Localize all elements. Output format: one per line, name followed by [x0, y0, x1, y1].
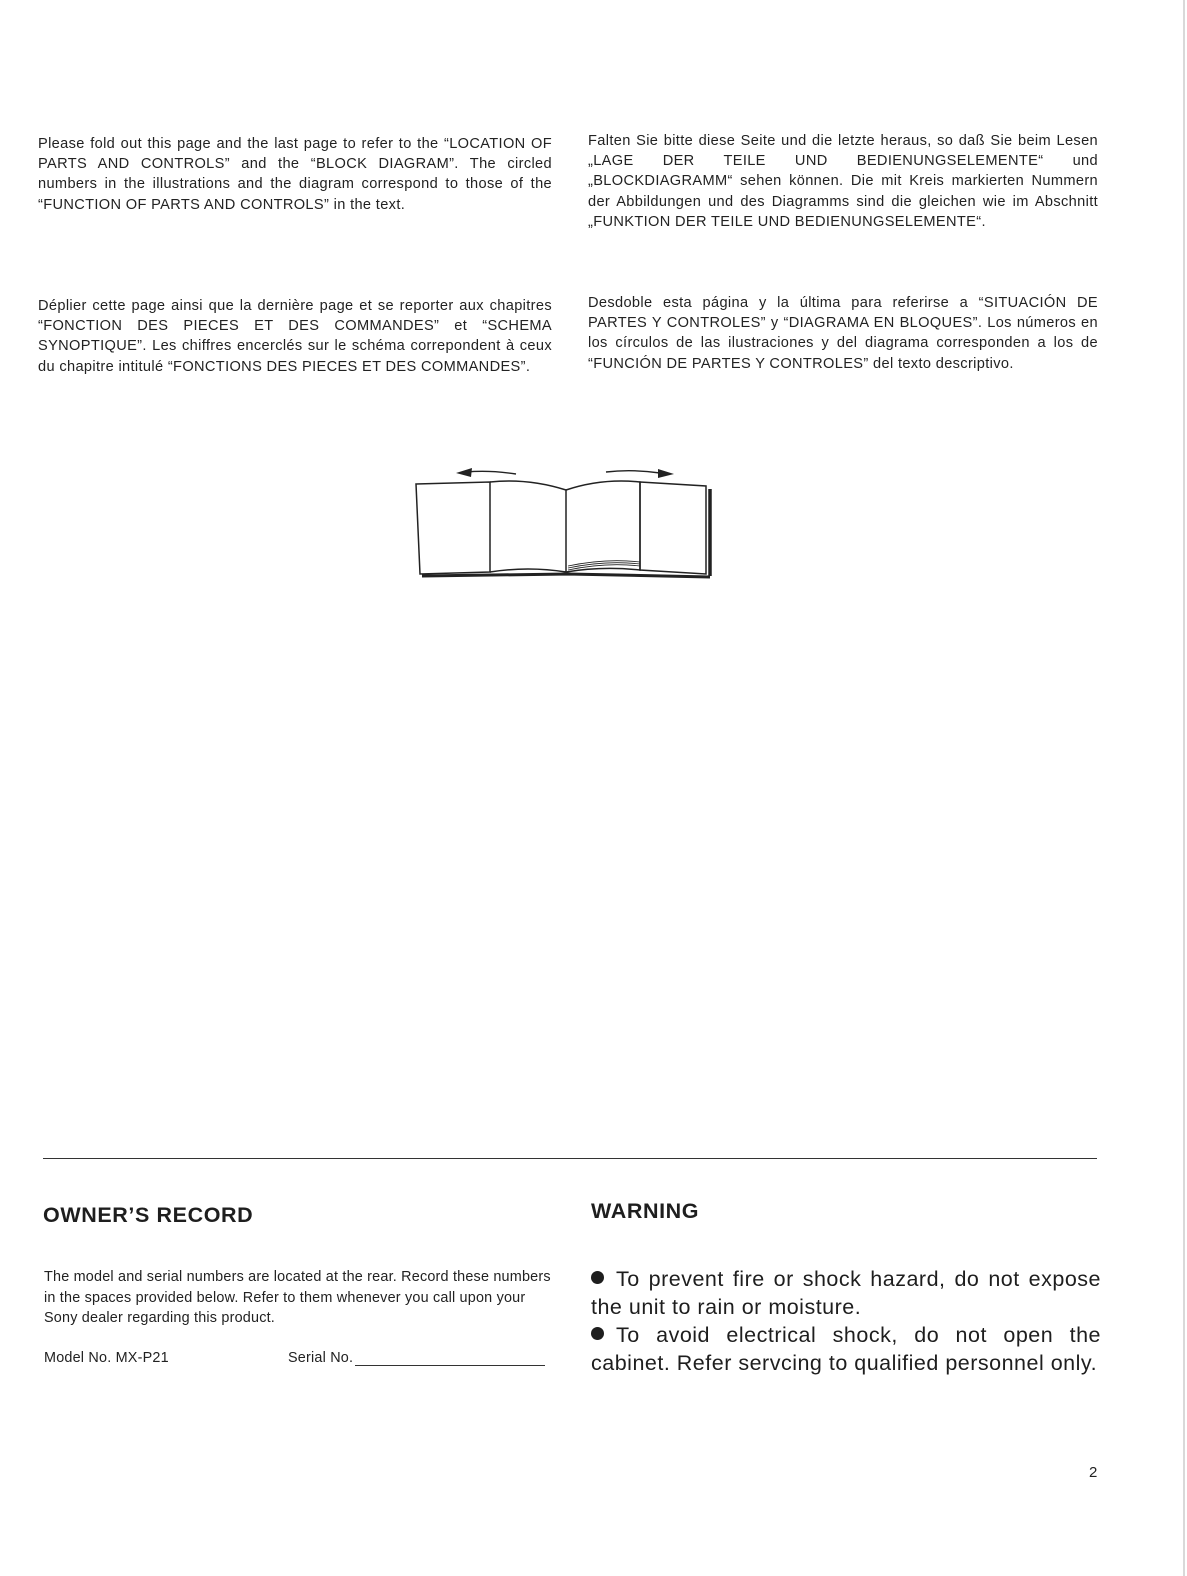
model-number-field	[44, 1350, 169, 1366]
instructions-spanish: Desdoble esta página y la última para referirse a “SITUACIÓN DE PARTES Y CONTROLES” y “DIAGRAMA EN BLOQUES”. Los números en los círculos de las ilustraciones y del diagrama corresponden a los de “FUNCIÓN DE PARTES Y CONTROLES” del texto descriptivo.	[588, 295, 1098, 372]
serial-number-field	[288, 1350, 545, 1366]
owners-record-text: The model and serial numbers are located at the rear. Record these numbers in the spaces provided below. Refer to them whenever you call upon your Sony dealer regarding this product.	[44, 1269, 551, 1326]
instructions-french: Déplier cette page ainsi que la dernière page et se reporter aux chapitres “FONCTION DES PIECES ET DES COMMANDES” et “SCHEMA SYNOPTIQUE”. Les chiffres encerclés sur le schéma correpondent à ceux du chapitre intitulé “FONCTIONS DES PIECES ET DES COMMANDES”.	[38, 298, 552, 375]
warning-item-fire	[591, 1265, 1101, 1321]
owners-record-heading: OWNER’S RECORD	[43, 1203, 254, 1227]
instructions-english: Please fold out this page and the last page to refer to the “LOCATION OF PARTS AND CONTROLS” and the “BLOCK DIAGRAM”. The circled numbers in the illustrations and the diagram correspond to those of the “FUNCTION OF PARTS AND CONTROLS” in the text.	[38, 136, 552, 213]
open-book-icon	[416, 481, 710, 577]
right-arrow-icon	[606, 469, 674, 478]
page-number: 2	[1089, 1464, 1098, 1481]
model-number-label: Model No. MX-P21	[44, 1350, 169, 1366]
section-divider	[43, 1158, 1097, 1159]
warning-heading: WARNING	[591, 1199, 700, 1223]
serial-number-blank-line	[355, 1351, 545, 1366]
warning-item-shock	[591, 1321, 1101, 1377]
serial-number-label: Serial No.	[288, 1350, 354, 1366]
instructions-german: Falten Sie bitte diese Seite und die letzte heraus, so daß Sie beim Lesen „LAGE DER TEILE UND BEDIENUNGSELEMENTE“ und „BLOCKDIAGRAMM“ sehen können. Die mit Kreis markierten Nummern der Abbildungen und des Diagramms sind die gleichen wie im Abschnitt „FUNKTION DER TEILE UND BEDIENUNGSELEMENTE“.	[588, 133, 1098, 230]
fold-out-illustration	[410, 462, 716, 584]
bullet-icon	[591, 1327, 604, 1340]
warning-item-text: To avoid electrical shock, do not open the cabinet. Refer servcing to qualified personnel only.	[591, 1323, 1101, 1375]
page-edge-line	[1183, 0, 1185, 1576]
left-arrow-icon	[456, 468, 516, 477]
warning-item-text: To prevent fire or shock hazard, do not expose the unit to rain or moisture.	[591, 1267, 1101, 1319]
bullet-icon	[591, 1271, 604, 1284]
warning-list	[591, 1265, 1101, 1377]
